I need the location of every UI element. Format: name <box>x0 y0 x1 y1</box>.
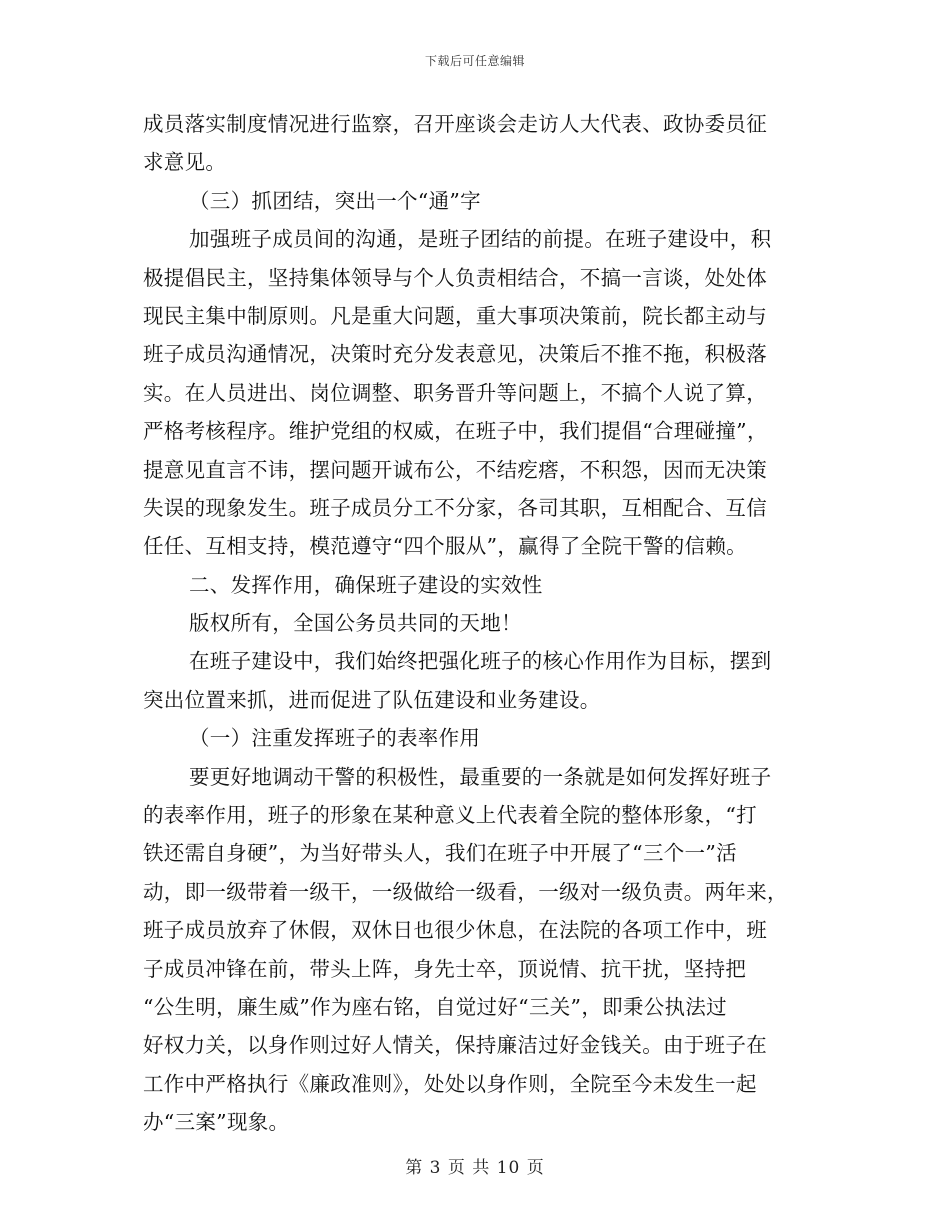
text-line: 实。在人员进出、岗位调整、职务晋升等问题上，不搞个人说了算， <box>143 380 767 405</box>
text-line: 极提倡民主，坚持集体领导与个人负责相结合，不搞一言谈，处处体 <box>143 265 767 290</box>
text-line: 动，即一级带着一级干，一级做给一级看，一级对一级负责。两年来， <box>143 879 788 904</box>
text-line: 任任、互相支持，模范遵守“四个服从”，赢得了全院干警的信赖。 <box>143 534 747 559</box>
text-line: （一）注重发挥班子的表率作用 <box>189 726 481 751</box>
text-line: 的表率作用，班子的形象在某种意义上代表着全院的整体形象，“打 <box>143 803 757 828</box>
text-line: 求意见。 <box>143 150 227 175</box>
text-line: 在班子建设中，我们始终把强化班子的核心作用作为目标，摆到 <box>189 649 772 674</box>
text-line: 提意见直言不讳，摆问题开诚布公，不结疙瘩，不积怨，因而无决策 <box>143 457 767 482</box>
text-line: “公生明，廉生威”作为座右铭，自觉过好“三关”，即秉公执法过 <box>143 994 727 1019</box>
text-line: 现民主集中制原则。凡是重大问题，重大事项决策前，院长都主动与 <box>143 303 767 328</box>
text-line: 办“三案”现象。 <box>143 1110 290 1135</box>
text-line: 加强班子成员间的沟通，是班子团结的前提。在班子建设中，积 <box>189 227 772 252</box>
text-line: 好权力关，以身作则过好人情关，保持廉洁过好金钱关。由于班子在 <box>143 1033 767 1058</box>
document-body <box>143 105 799 1142</box>
text-line: 铁还需自身硬”，为当好带头人，我们在班子中开展了“三个一”活 <box>143 841 737 866</box>
page-number-footer: 第 3 页 共 10 页 <box>405 1158 545 1178</box>
text-line: 要更好地调动干警的积极性，最重要的一条就是如何发挥好班子 <box>189 764 772 789</box>
text-line: 突出位置来抓，进而促进了队伍建设和业务建设。 <box>143 687 601 712</box>
text-line: 班子成员沟通情况，决策时充分发表意见，决策后不推不拖，积极落 <box>143 342 767 367</box>
text-line: 工作中严格执行《廉政准则》，处处以身作则，全院至今未发生一起 <box>143 1071 757 1096</box>
text-line: 子成员冲锋在前，带头上阵，身先士卒，顶说情、抗干扰，坚持把 <box>143 956 747 981</box>
text-line: 版权所有，全国公务员共同的天地！ <box>189 611 522 636</box>
page-header-note: 下载后可任意编辑 <box>424 54 525 68</box>
text-line: 二、发挥作用，确保班子建设的实效性 <box>189 572 543 597</box>
text-line: （三）抓团结，突出一个“通”字 <box>189 188 481 213</box>
text-line: 严格考核程序。维护党组的权威，在班子中，我们提倡“合理碰撞”， <box>143 419 768 444</box>
text-line: 失误的现象发生。班子成员分工不分家，各司其职，互相配合、互信 <box>143 495 767 520</box>
text-line: 成员落实制度情况进行监察，召开座谈会走访人大代表、政协委员征 <box>143 112 767 136</box>
text-line: 班子成员放弃了休假，双休日也很少休息，在法院的各项工作中，班 <box>143 918 767 943</box>
